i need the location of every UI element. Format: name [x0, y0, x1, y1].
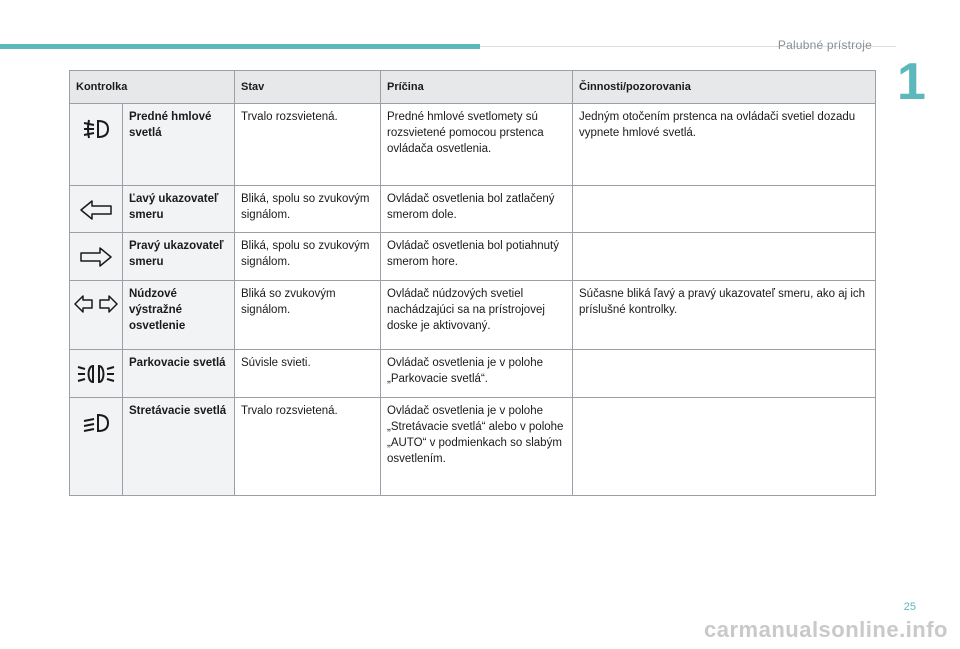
- indicator-action: [573, 233, 876, 281]
- header-accent-bar: [0, 44, 480, 49]
- hazard-arrows-icon: [74, 294, 118, 314]
- indicator-action: Jedným otočením prstenca na ovládači svetiel dozadu vypnete hmlové svetlá.: [573, 104, 876, 186]
- indicator-cause: Ovládač núdzových svetiel nachádzajúci sa na prístrojovej doske je aktivovaný.: [381, 281, 573, 350]
- table-row: [70, 398, 876, 496]
- table-row: [70, 233, 876, 281]
- table-header-row: [70, 71, 876, 104]
- indicator-cause: Ovládač osvetlenia bol potiahnutý smerom hore.: [381, 233, 573, 281]
- column-header-kontrolka: Kontrolka: [70, 71, 235, 104]
- indicator-action: [573, 350, 876, 398]
- section-title: Palubné prístroje: [777, 38, 872, 52]
- table-row: [70, 281, 876, 350]
- indicator-name: Núdzové výstražné osvetlenie: [123, 281, 235, 350]
- indicator-state: Bliká so zvukovým signálom.: [235, 281, 381, 350]
- indicator-name: Predné hmlové svetlá: [123, 104, 235, 186]
- page-number: 25: [903, 601, 916, 613]
- column-header-pricina: Príčina: [381, 71, 573, 104]
- indicator-action: [573, 398, 876, 496]
- table-row: [70, 350, 876, 398]
- indicator-action: Súčasne bliká ľavý a pravý ukazovateľ smeru, ako aj ich príslušné kontrolky.: [573, 281, 876, 350]
- indicator-state: Trvalo rozsvietená.: [235, 104, 381, 186]
- indicator-cause: Ovládač osvetlenia je v polohe „Stretávacie svetlá“ alebo v polohe „AUTO“ v podmienkach so slabým osvetlením.: [381, 398, 573, 496]
- indicator-cause: Predné hmlové svetlomety sú rozsvietené pomocou prstenca ovládača osvetlenia.: [381, 104, 573, 186]
- table-row: [70, 104, 876, 186]
- indicator-cause: Ovládač osvetlenia bol zatlačený smerom dole.: [381, 186, 573, 233]
- indicator-name: Ľavý ukazovateľ smeru: [123, 186, 235, 233]
- chapter-number: 1: [897, 53, 926, 111]
- indicator-cause: Ovládač osvetlenia je v polohe „Parkovacie svetlá“.: [381, 350, 573, 398]
- indicator-action: [573, 186, 876, 233]
- watermark: carmanualsonline.info: [704, 617, 948, 642]
- column-header-stav: Stav: [235, 71, 381, 104]
- indicator-state: Bliká, spolu so zvukovým signálom.: [235, 233, 381, 281]
- indicator-state: Trvalo rozsvietená.: [235, 398, 381, 496]
- column-header-cinnosti: Činnosti/pozorovania: [573, 71, 876, 104]
- indicator-table: [69, 70, 876, 496]
- right-arrow-icon: [79, 246, 113, 268]
- indicator-name: Stretávacie svetlá: [123, 398, 235, 496]
- indicator-state: Súvisle svieti.: [235, 350, 381, 398]
- indicator-name: Pravý ukazovateľ smeru: [123, 233, 235, 281]
- left-arrow-icon: [79, 199, 113, 221]
- low-beam-icon: [81, 411, 111, 435]
- table-row: [70, 186, 876, 233]
- indicator-name: Parkovacie svetlá: [123, 350, 235, 398]
- indicator-state: Bliká, spolu so zvukovým signálom.: [235, 186, 381, 233]
- front-fog-light-icon: [81, 117, 111, 141]
- parking-light-icon: [76, 363, 116, 385]
